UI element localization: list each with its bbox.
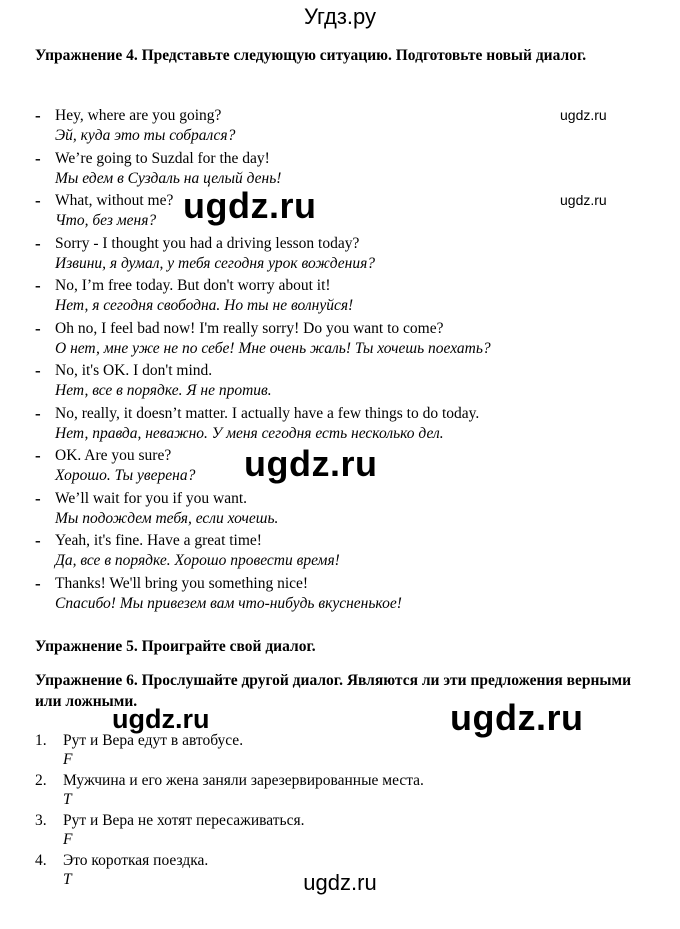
dash-marker: - <box>35 361 41 380</box>
russian-translation: О нет, мне уже не по себе! Мне очень жаль! Ты хочешь поехать? <box>55 339 491 357</box>
dash-marker: - <box>35 191 41 210</box>
dash-marker: - <box>35 318 41 338</box>
true-false-list <box>35 731 595 891</box>
russian-translation: Мы едем в Суздаль на целый день! <box>55 169 282 187</box>
english-line: Sorry - I thought you had a driving lesson today? <box>55 234 360 252</box>
english-line: OK. Are you sure? <box>55 447 172 464</box>
dialog-line <box>35 488 635 531</box>
statement: Рут и Вера не хотят пересаживаться. <box>63 812 305 829</box>
english-line: Thanks! We'll bring you something nice! <box>55 574 309 592</box>
dialog-line <box>35 360 635 403</box>
russian-translation: Спасибо! Мы привезем вам что-нибудь вкусненькое! <box>55 594 402 612</box>
watermark: ugdz.ru <box>450 697 584 738</box>
dash-marker: - <box>35 573 41 593</box>
dialog-line <box>35 233 635 276</box>
english-line: We’ll wait for you if you want. <box>55 489 248 507</box>
dash-marker: - <box>35 531 41 550</box>
dialog <box>35 105 635 615</box>
dialog-line <box>35 105 635 148</box>
item-number: 2. <box>35 772 47 789</box>
watermark: ugdz.ru <box>560 192 607 208</box>
list-item <box>35 811 595 851</box>
answer: T <box>63 791 72 808</box>
watermark: ugdz.ru <box>244 443 378 484</box>
dialog-line <box>35 275 635 318</box>
watermark: ugdz.ru <box>112 704 210 734</box>
english-line: No, it's OK. I don't mind. <box>55 362 213 379</box>
dash-marker: - <box>35 446 41 465</box>
site-title: Угдз.ру <box>303 4 377 29</box>
dash-marker: - <box>35 106 41 125</box>
watermark: ugdz.ru <box>183 185 317 226</box>
dialog-line <box>35 148 635 191</box>
russian-translation: Эй, куда это ты собрался? <box>55 127 236 144</box>
exercise-4-heading: Упражнение 4. Представьте следующую ситуацию. Подготовьте новый диалог. <box>35 47 587 64</box>
dash-marker: - <box>35 148 41 168</box>
dialog-line <box>35 190 635 233</box>
russian-translation: Да, все в порядке. Хорошо провести время! <box>55 552 340 569</box>
dialog-line <box>35 573 635 616</box>
dialog-line <box>35 403 635 446</box>
russian-translation: Мы подождем тебя, если хочешь. <box>55 509 279 527</box>
statement: Мужчина и его жена заняли зарезервированные места. <box>63 772 424 789</box>
dash-marker: - <box>35 403 41 423</box>
english-line: Hey, where are you going? <box>55 107 222 124</box>
statement: Рут и Вера едут в автобусе. <box>63 732 244 749</box>
dash-marker: - <box>35 233 41 253</box>
english-line: We’re going to Suzdal for the day! <box>55 149 270 167</box>
answer: F <box>63 751 73 768</box>
dash-marker: - <box>35 276 41 295</box>
english-line: No, really, it doesn’t matter. I actually have a few things to do today. <box>55 404 480 422</box>
watermark: ugdz.ru <box>560 107 607 123</box>
russian-translation: Нет, правда, неважно. У меня сегодня есть несколько дел. <box>55 424 444 442</box>
russian-translation: Нет, все в порядке. Я не против. <box>55 382 272 399</box>
english-line: Oh no, I feel bad now! I'm really sorry! Do you want to come? <box>55 319 444 337</box>
english-line: No, I’m free today. But don't worry about it! <box>55 277 331 294</box>
russian-translation: Хорошо. Ты уверена? <box>55 467 196 484</box>
dialog-line <box>35 318 635 361</box>
russian-translation: Что, без меня? <box>55 212 157 229</box>
list-item <box>35 771 595 811</box>
item-number: 3. <box>35 812 47 829</box>
dash-marker: - <box>35 488 41 508</box>
footer-watermark: ugdz.ru <box>303 870 377 895</box>
english-line: Yeah, it's fine. Have a great time! <box>55 532 262 549</box>
exercise-6-heading: Упражнение 6. Прослушайте другой диалог. Являются ли эти предложения верными или ложными. <box>35 672 632 710</box>
answer: T <box>63 871 72 888</box>
dialog-line <box>35 530 635 573</box>
exercise-5-heading: Упражнение 5. Проиграйте свой диалог. <box>35 638 316 655</box>
russian-translation: Извини, я думал, у тебя сегодня урок вождения? <box>55 254 376 272</box>
answer: F <box>63 831 73 848</box>
item-number: 1. <box>35 732 47 749</box>
english-line: What, without me? <box>55 192 174 209</box>
item-number: 4. <box>35 852 47 869</box>
statement: Это короткая поездка. <box>63 852 209 869</box>
russian-translation: Нет, я сегодня свободна. Но ты не волнуйся! <box>55 297 354 314</box>
